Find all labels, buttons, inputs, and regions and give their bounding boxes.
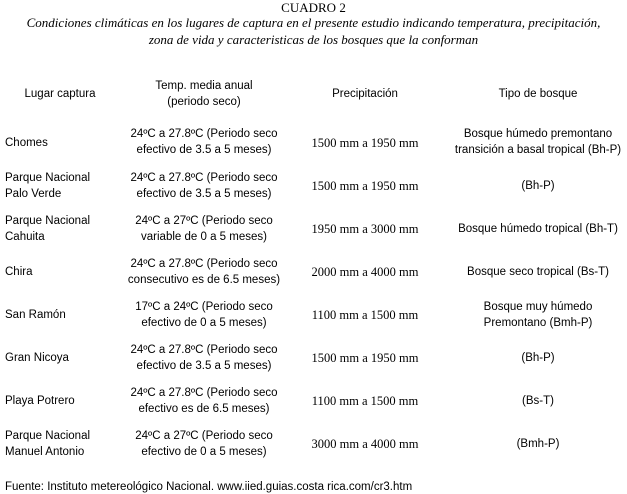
cell-temp [120, 385, 288, 417]
cell-line: San Ramón [5, 309, 66, 321]
cell-line: Premontano (Bmh-P) [483, 317, 593, 329]
cell-line: Palo Verde [5, 188, 62, 200]
cell-line: 1100 mm a 1500 mm [311, 308, 419, 322]
header-temp-media [120, 78, 288, 110]
cell-bosque [445, 299, 627, 331]
cell-line: Bosque seco tropical (Bs-T) [467, 266, 609, 278]
cell-precip [290, 178, 440, 194]
header-line: Precipitación [332, 88, 398, 100]
header-lugar-captura [5, 86, 115, 102]
cell-lugar [5, 135, 125, 151]
cell-line: 1500 mm a 1950 mm [311, 351, 419, 365]
cell-line: Bosque húmedo premontano [463, 128, 613, 140]
cell-precip [290, 135, 440, 151]
cell-lugar [5, 307, 125, 323]
cell-lugar [5, 393, 125, 409]
cell-line: Parque Nacional [5, 172, 91, 184]
cell-line: Bosque húmedo tropical (Bh-T) [458, 223, 618, 235]
cell-bosque [445, 393, 627, 409]
cell-bosque [445, 264, 627, 280]
cell-bosque [445, 221, 627, 237]
cell-lugar [5, 264, 125, 280]
cell-bosque [445, 178, 627, 194]
header-precipitacion [290, 86, 440, 102]
cell-line: consecutivo es de 6.5 meses) [127, 274, 281, 286]
cell-precip [290, 307, 440, 323]
cell-line: 24ºC a 27.8ºC (Periodo seco [130, 387, 278, 399]
cell-lugar [5, 170, 125, 202]
cell-lugar [5, 350, 125, 366]
cell-temp [120, 256, 288, 288]
cell-bosque [445, 350, 627, 366]
cell-line: Parque Nacional [5, 215, 91, 227]
cell-line: 1100 mm a 1500 mm [311, 394, 419, 408]
header-line: Lugar captura [24, 88, 96, 100]
cell-lugar [5, 213, 125, 245]
cell-line: 3000 mm a 4000 mm [311, 437, 419, 451]
cell-line: efectivo de 0 a 5 meses) [141, 446, 267, 458]
cell-bosque [445, 436, 627, 452]
caption-line: Condiciones climáticas en los lugares de captura en el presente estudio indicando temperatura, precipitación, [26, 15, 601, 30]
cell-line: variable de 0 a 5 meses) [141, 231, 267, 243]
cell-line: efectivo de 3.5 a 5 meses) [136, 360, 272, 372]
caption-line: zona de vida y caracteristicas de los bosques que la conforman [148, 32, 479, 47]
cell-line: efectivo de 3.5 a 5 meses) [136, 144, 272, 156]
cell-line: efectivo de 0 a 5 meses) [141, 317, 267, 329]
cell-line: 1500 mm a 1950 mm [311, 179, 419, 193]
table-caption [0, 14, 627, 48]
cell-precip [290, 264, 440, 280]
cell-line: transición a basal tropical (Bh-P) [454, 144, 622, 156]
cell-line: 24ºC a 27.8ºC (Periodo seco [130, 172, 278, 184]
cell-line: Chomes [5, 137, 48, 149]
cell-line: Cahuita [5, 231, 45, 243]
cell-line: 24ºC a 27.8ºC (Periodo seco [130, 258, 278, 270]
cell-line: 17ºC a 24ºC (Periodo seco [135, 301, 273, 313]
cell-line: 1950 mm a 3000 mm [311, 222, 419, 236]
cell-temp [120, 342, 288, 374]
cell-line: Manuel Antonio [5, 446, 85, 458]
header-tipo-bosque [445, 86, 627, 102]
cell-temp [120, 126, 288, 158]
cell-line: (Bs-T) [522, 395, 554, 407]
source-note: Fuente: Instituto metereológico Nacional. www.iied.guias.costa rica.com/cr3.htm [5, 481, 413, 493]
cell-temp [120, 170, 288, 202]
cell-line: 24ºC a 27ºC (Periodo seco [135, 215, 273, 227]
cell-line: 2000 mm a 4000 mm [311, 265, 419, 279]
header-line: Temp. media anual [155, 80, 253, 92]
cell-temp [120, 299, 288, 331]
cell-line: 24ºC a 27.8ºC (Periodo seco [130, 128, 278, 140]
table-number: CUADRO 2 [281, 0, 346, 15]
cell-lugar [5, 428, 125, 460]
cell-line: 24ºC a 27ºC (Periodo seco [135, 430, 273, 442]
cell-line: Playa Potrero [5, 395, 75, 407]
cell-temp [120, 213, 288, 245]
cell-precip [290, 350, 440, 366]
cell-line: Bosque muy húmedo [483, 301, 593, 313]
cell-precip [290, 436, 440, 452]
cell-temp [120, 428, 288, 460]
cell-precip [290, 221, 440, 237]
header-line: Tipo de bosque [498, 88, 578, 100]
cell-line: (Bmh-P) [516, 438, 560, 450]
cell-line: (Bh-P) [521, 352, 555, 364]
header-line: (periodo seco) [167, 96, 241, 108]
cell-line: Gran Nicoya [5, 352, 69, 364]
cell-bosque [445, 126, 627, 158]
cell-line: Chira [5, 266, 33, 278]
cell-line: efectivo de 3.5 a 5 meses) [136, 188, 272, 200]
cell-line: Parque Nacional [5, 430, 91, 442]
cell-precip [290, 393, 440, 409]
cell-line: 24ºC a 27.8ºC (Periodo seco [130, 344, 278, 356]
cell-line: efectivo es de 6.5 meses) [138, 403, 270, 415]
cell-line: (Bh-P) [521, 180, 555, 192]
cell-line: 1500 mm a 1950 mm [311, 136, 419, 150]
